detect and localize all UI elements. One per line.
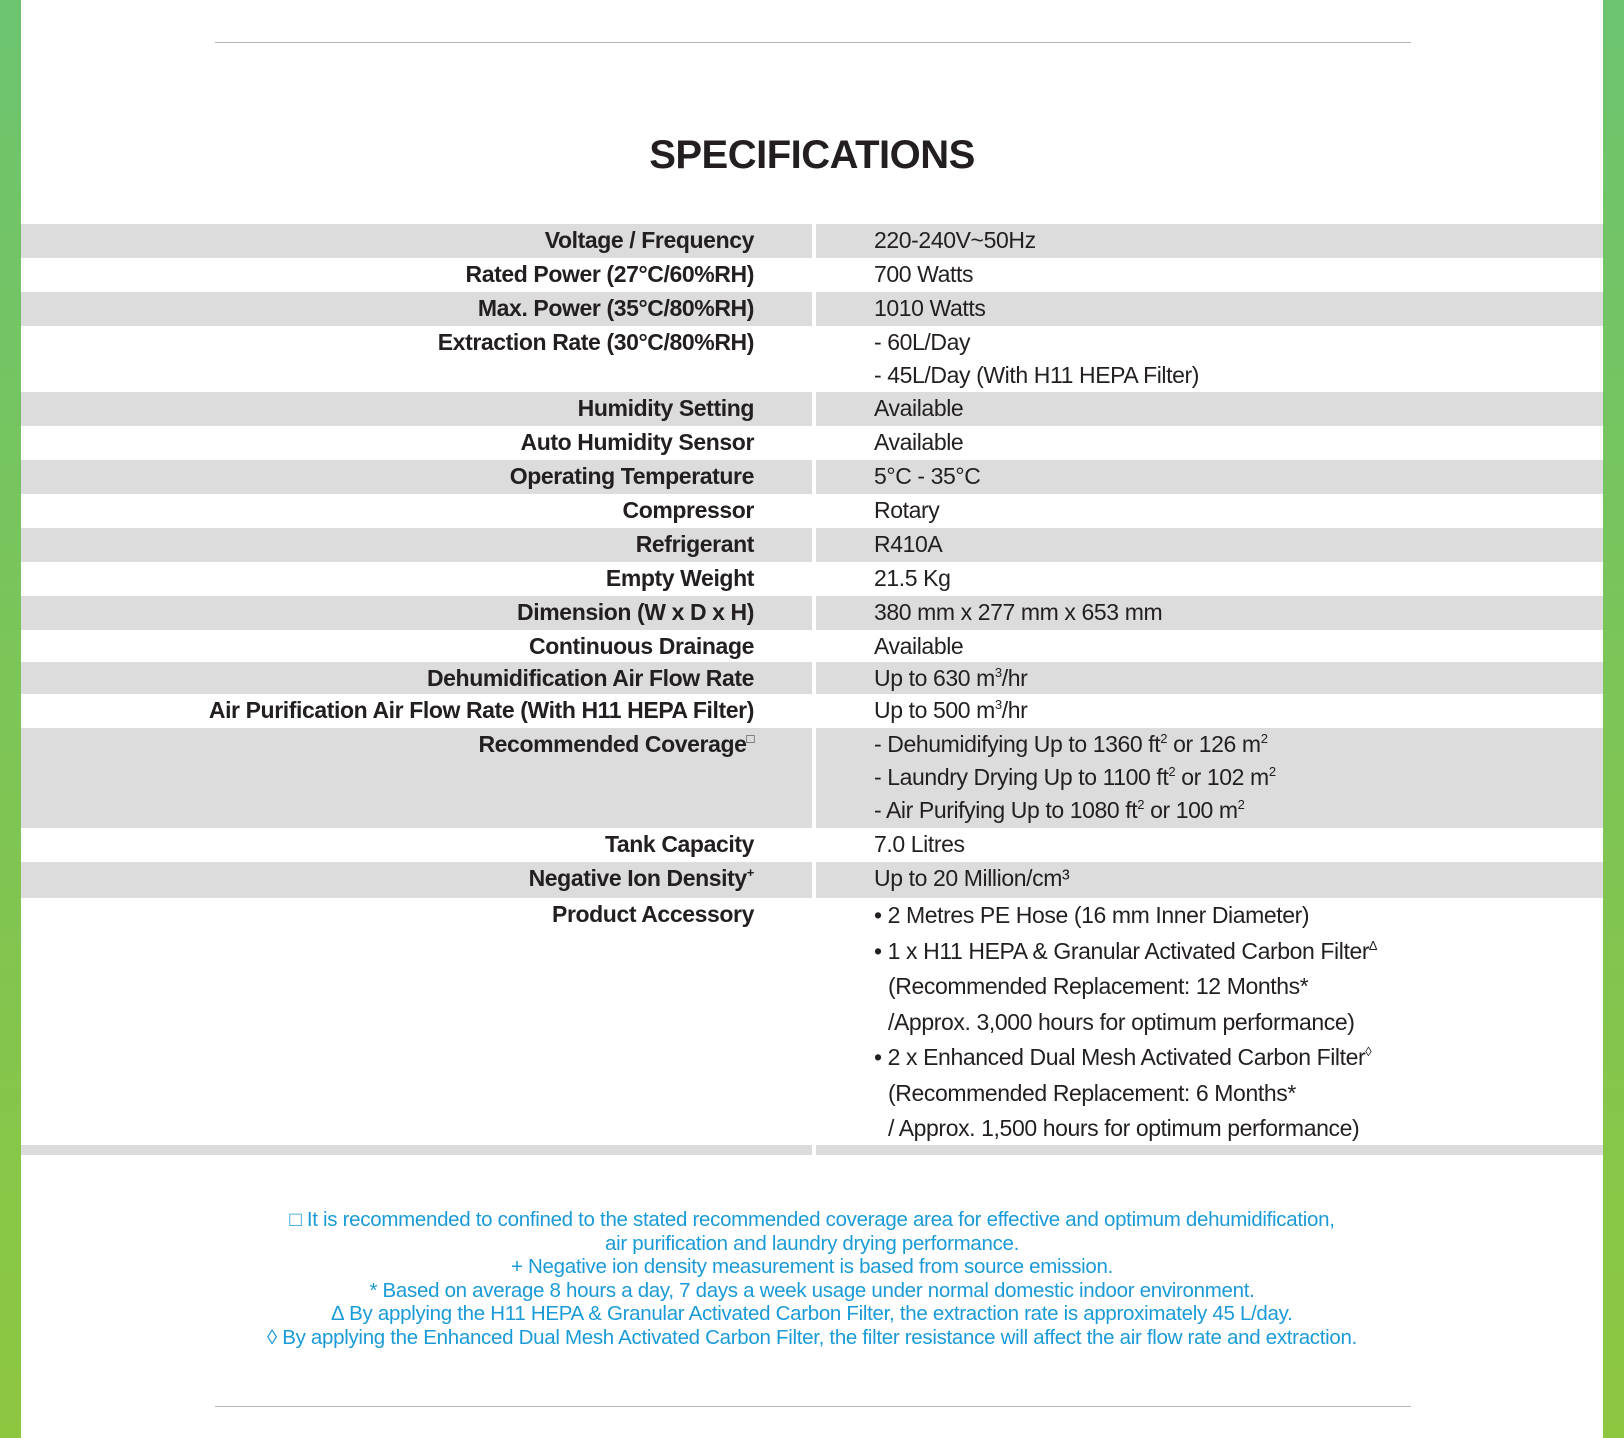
spec-label-text: Voltage / Frequency [544,227,754,253]
spec-label-text: Extraction Rate (30°C/80%RH) [437,329,754,355]
spec-label [21,728,812,828]
spec-value-text: • 1 x H11 HEPA & Granular Activated Carbon Filter [874,937,1370,964]
page-title: SPECIFICATIONS [649,133,975,177]
footnote-marker: □ [746,731,754,746]
spec-label-text: Dehumidification Air Flow Rate [426,665,754,691]
spec-label [21,292,812,326]
spec-value-line [874,969,1603,1005]
spec-row [21,562,1603,596]
spec-label-text: Continuous Drainage [529,633,754,659]
specifications-table [21,224,1603,1155]
superscript: 2 [1160,731,1168,746]
spec-label-text: Dimension (W x D x H) [517,599,754,625]
spec-value-line [874,934,1603,970]
spec-value [816,596,1603,630]
spec-value-text: - 45L/Day (With H11 HEPA Filter) [874,362,1200,388]
spec-label [21,596,812,630]
spec-value-text: 380 mm x 277 mm x 653 mm [874,599,1163,625]
spec-value-line [874,794,1603,827]
spec-value-text: 700 Watts [874,261,974,287]
spec-label [21,828,812,862]
superscript: 3 [994,697,1002,712]
spec-value [816,224,1603,258]
spec-value-text: Up to 630 m [874,665,995,691]
spec-value-line [874,898,1603,934]
spec-value-text: - 60L/Day [874,329,971,355]
spec-row [21,728,1603,828]
spec-value-text: Up to 500 m [874,697,995,723]
spec-label [21,326,812,392]
spec-value [816,494,1603,528]
spec-row [21,258,1603,292]
spec-label-text: Recommended Coverage [478,731,747,757]
spec-label [21,224,812,258]
spec-value-text: /Approx. 3,000 hours for optimum performance) [888,1008,1355,1035]
superscript: 2 [1168,764,1176,779]
spec-label [21,392,812,426]
spec-value-line [874,426,1603,459]
spec-value-line [874,292,1603,325]
spec-value-line [874,562,1603,595]
spec-row [21,828,1603,862]
spec-row [21,862,1603,898]
spec-value-text: or 100 m [1144,797,1238,823]
spec-value-line [874,761,1603,794]
spec-label [21,694,812,728]
superscript: 2 [1237,797,1245,812]
spec-label [21,258,812,292]
spec-value-text: • 2 Metres PE Hose (16 mm Inner Diameter) [874,902,1310,928]
spec-label [21,862,812,898]
spec-value-text: • 2 x Enhanced Dual Mesh Activated Carbon Filter [874,1044,1366,1070]
spec-value-line [874,596,1603,629]
table-end-left [21,1145,812,1155]
spec-value-text: - Dehumidifying Up to 1360 ft [874,731,1161,757]
spec-value-line [874,1005,1603,1041]
spec-value-line [874,728,1603,761]
spec-value-text: /hr [1001,697,1028,723]
spec-value [816,292,1603,326]
spec-value [816,828,1603,862]
spec-value-text: (Recommended Replacement: 12 Months* [888,973,1309,999]
spec-value [816,694,1603,728]
spec-label-text: Air Purification Air Flow Rate (With H11 HEPA Filter) [208,697,754,723]
spec-value-text: 220-240V~50Hz [874,227,1036,253]
spec-value-text: /hr [1001,665,1028,691]
spec-value-text: 21.5 Kg [874,565,951,591]
spec-row [21,326,1603,392]
spec-value [816,326,1603,392]
spec-label [21,460,812,494]
spec-value-text: (Recommended Replacement: 6 Months* [888,1079,1296,1106]
spec-label-text: Product Accessory [552,901,754,927]
spec-value [816,460,1603,494]
spec-value [816,562,1603,596]
superscript: 2 [1260,731,1268,746]
spec-value-text: Up to 20 Million/cm³ [874,865,1070,891]
superscript: 2 [1137,797,1145,812]
spec-value-text: Available [874,429,964,455]
footnote-line: ∆ By applying the H11 HEPA & Granular Activated Carbon Filter, the extraction rate is approximately 45 L/day. [331,1302,1293,1325]
spec-row [21,694,1603,728]
spec-value-text: 1010 Watts [874,295,986,321]
spec-row [21,292,1603,326]
spec-value-text: Available [874,395,964,421]
spec-label [21,898,812,1145]
superscript: 2 [1268,764,1276,779]
footnote-line: + Negative ion density measurement is based from source emission. [510,1255,1114,1278]
spec-value [816,898,1603,1145]
spec-value-line [874,326,1603,359]
table-end-right [816,1145,1603,1155]
spec-label-text: Empty Weight [605,565,754,591]
spec-row [21,224,1603,258]
spec-value [816,528,1603,562]
spec-value-line [874,1111,1603,1147]
spec-value [816,862,1603,898]
bottom-divider [215,1406,1411,1407]
footnotes [0,1208,1624,1349]
footnote-marker: + [746,865,754,880]
spec-label-text: Operating Temperature [509,463,754,489]
spec-value-line [874,662,1603,695]
spec-row [21,426,1603,460]
spec-value-line [874,694,1603,727]
spec-value [816,662,1603,694]
spec-label [21,562,812,596]
spec-value [816,728,1603,828]
spec-value-line [874,258,1603,291]
spec-label [21,662,812,694]
superscript: ◊ [1365,1044,1372,1059]
spec-label-text: Refrigerant [635,531,754,557]
spec-value-text: 5°C - 35°C [874,463,981,489]
footnote-line: ◊ By applying the Enhanced Dual Mesh Activated Carbon Filter, the filter resistance will affect the air flow rate and extraction. [266,1325,1358,1349]
spec-value-text: 7.0 Litres [874,831,965,857]
spec-label-text: Auto Humidity Sensor [520,429,754,455]
spec-value-line [874,630,1603,663]
spec-value-line [874,528,1603,561]
spec-row [21,596,1603,630]
spec-value-text: - Air Purifying Up to 1080 ft [874,797,1138,823]
spec-label [21,528,812,562]
table-end-strip [21,1145,1603,1155]
superscript: ∆ [1369,937,1377,953]
spec-label [21,494,812,528]
spec-row [21,662,1603,694]
spec-label-text: Max. Power (35°C/80%RH) [477,295,754,321]
spec-value-line [874,494,1603,527]
spec-value-line [874,224,1603,257]
spec-row [21,630,1603,662]
spec-value-line [874,828,1603,861]
spec-row [21,898,1603,1145]
top-divider [215,42,1411,43]
spec-value-text: R410A [874,531,943,557]
spec-value-text: or 102 m [1175,764,1269,790]
spec-row [21,460,1603,494]
spec-label-text: Compressor [622,497,754,523]
spec-label-text: Rated Power (27°C/60%RH) [465,261,754,287]
spec-label [21,426,812,460]
spec-label-text: Negative Ion Density [528,865,747,891]
spec-value-text: or 126 m [1167,731,1261,757]
spec-label-text: Tank Capacity [604,831,754,857]
spec-row [21,494,1603,528]
spec-value-line [874,359,1603,392]
footnote-line: air purification and laundry drying performance. [604,1231,1020,1255]
spec-value-line [874,862,1603,895]
spec-row [21,392,1603,426]
spec-label-text: Humidity Setting [577,395,754,421]
footnote-line: □ It is recommended to confined to the stated recommended coverage area for effective and optimum dehumidification, [289,1208,1335,1231]
superscript: 3 [994,665,1002,680]
spec-value [816,630,1603,662]
spec-value [816,426,1603,460]
spec-value-line [874,1040,1603,1076]
spec-value-text: / Approx. 1,500 hours for optimum performance) [888,1115,1360,1141]
spec-value-line [874,392,1603,425]
spec-row [21,528,1603,562]
spec-value [816,392,1603,426]
spec-value-text: Available [874,633,964,659]
footnote-line: * Based on average 8 hours a day, 7 days a week usage under normal domestic indoor environment. [369,1278,1255,1302]
spec-value-text: Rotary [874,497,940,523]
spec-value-line [874,460,1603,493]
spec-value-line [874,1076,1603,1112]
spec-label [21,630,812,662]
spec-value-text: - Laundry Drying Up to 1100 ft [874,764,1169,790]
spec-value [816,258,1603,292]
